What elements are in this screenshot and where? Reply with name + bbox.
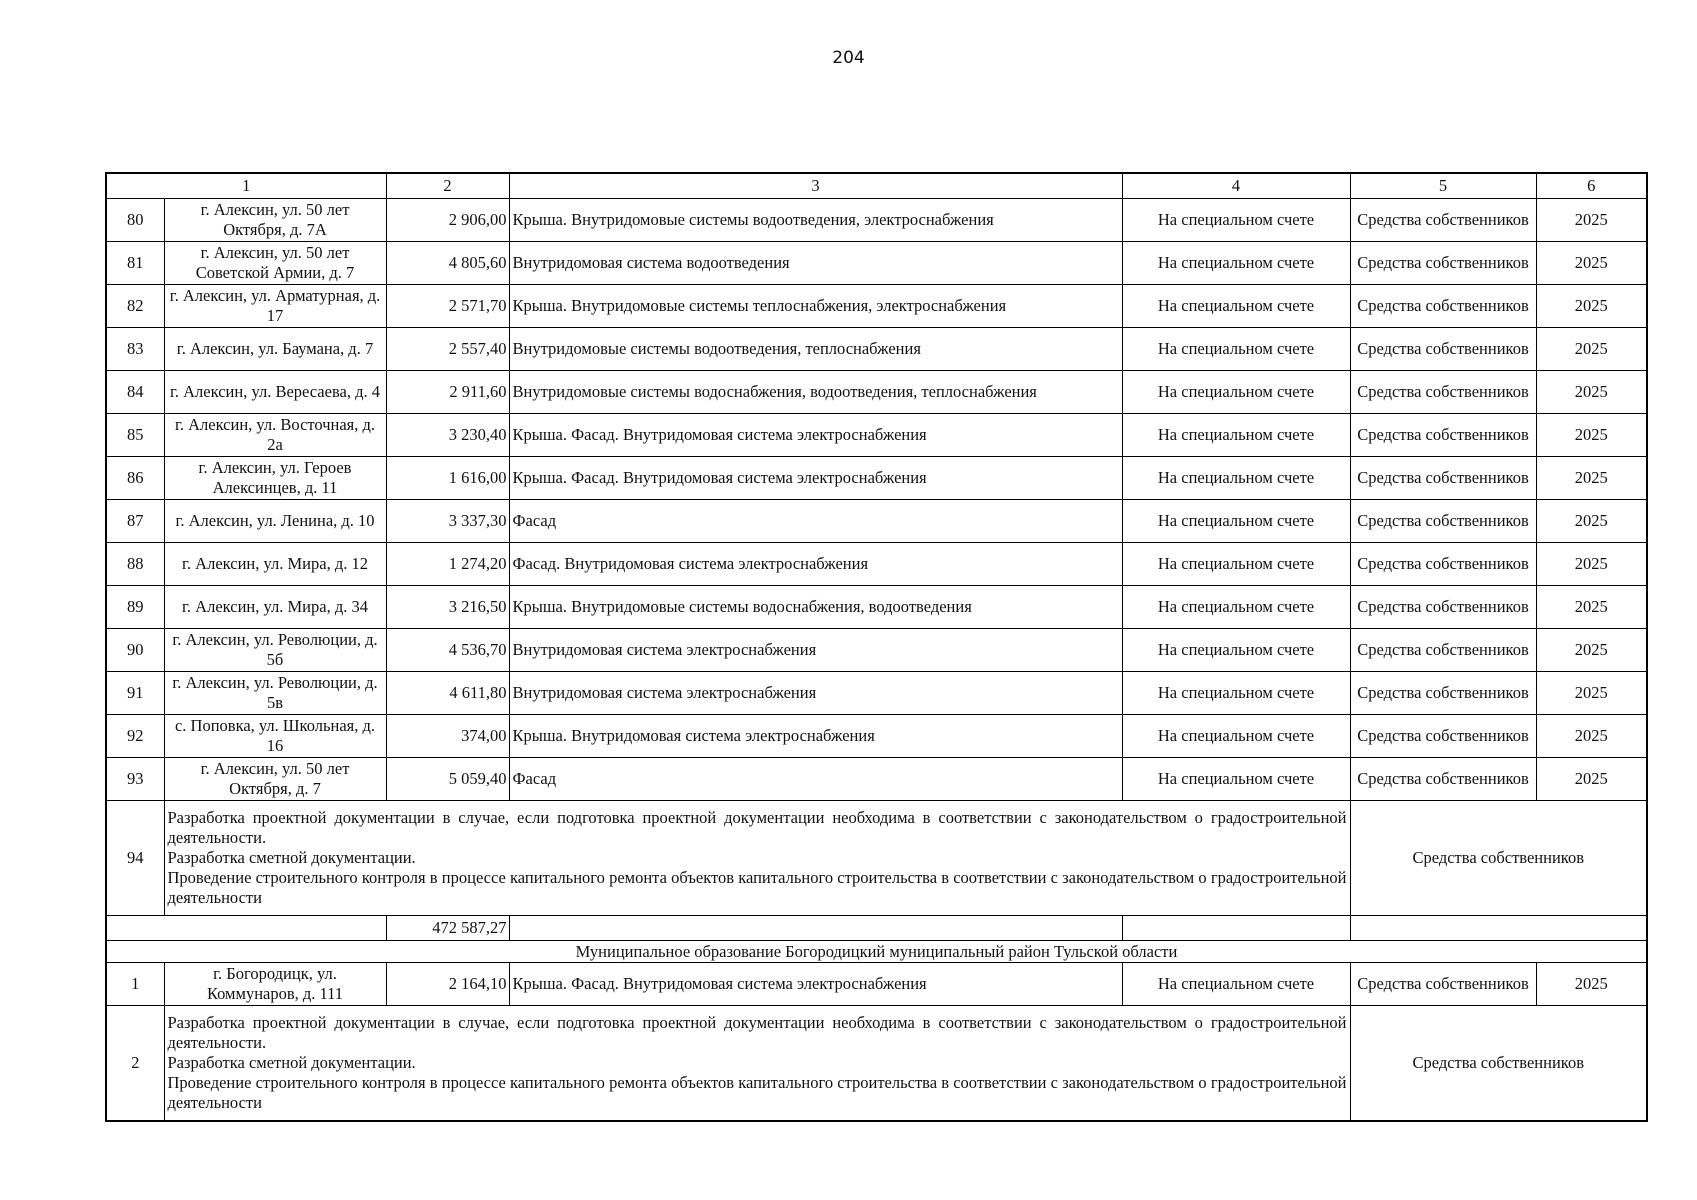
column-number: 5 <box>1350 173 1536 199</box>
total-spacer <box>106 916 386 941</box>
row-address: г. Алексин, ул. 50 лет Октября, д. 7А <box>164 199 386 242</box>
row-address: г. Алексин, ул. 50 лет Октября, д. 7 <box>164 758 386 801</box>
row-cost: 1 274,20 <box>386 543 509 586</box>
row-method: На специальном счете <box>1122 543 1350 586</box>
table-row <box>106 285 1647 328</box>
table-row <box>106 242 1647 285</box>
row-source: Средства собственников <box>1350 801 1647 916</box>
documentation-line: Разработка сметной документации. <box>167 1053 416 1072</box>
row-works: Крыша. Внутридомовые системы водоотведения, электроснабжения <box>509 199 1122 242</box>
row-method: На специальном счете <box>1122 758 1350 801</box>
row-cost: 5 059,40 <box>386 758 509 801</box>
row-number: 92 <box>106 715 164 758</box>
table-row <box>106 672 1647 715</box>
documentation-line: Разработка проектной документации в случае, если подготовка проектной документации необходима в соответствии с законодательством о градостроительной деятельности. <box>167 808 1347 847</box>
column-number: 3 <box>509 173 1122 199</box>
row-method: На специальном счете <box>1122 414 1350 457</box>
row-works: Крыша. Внутридомовые системы водоснабжения, водоотведения <box>509 586 1122 629</box>
row-works: Внутридомовая система электроснабжения <box>509 629 1122 672</box>
row-method: На специальном счете <box>1122 371 1350 414</box>
row-method: На специальном счете <box>1122 629 1350 672</box>
column-number: 6 <box>1536 173 1647 199</box>
row-address: г. Алексин, ул. 50 лет Советской Армии, д. 7 <box>164 242 386 285</box>
row-number: 94 <box>106 801 164 916</box>
row-method: На специальном счете <box>1122 500 1350 543</box>
row-year: 2025 <box>1536 371 1647 414</box>
row-number: 86 <box>106 457 164 500</box>
row-year: 2025 <box>1536 758 1647 801</box>
row-works: Внутридомовая система электроснабжения <box>509 672 1122 715</box>
total-cost: 472 587,27 <box>386 916 509 941</box>
table-row <box>106 328 1647 371</box>
row-method: На специальном счете <box>1122 586 1350 629</box>
row-year: 2025 <box>1536 199 1647 242</box>
row-method: На специальном счете <box>1122 199 1350 242</box>
row-number: 83 <box>106 328 164 371</box>
row-works: Фасад <box>509 758 1122 801</box>
row-cost: 1 616,00 <box>386 457 509 500</box>
row-source: Средства собственников <box>1350 672 1536 715</box>
row-number: 93 <box>106 758 164 801</box>
row-works: Крыша. Фасад. Внутридомовая система электроснабжения <box>509 457 1122 500</box>
row-works: Крыша. Внутридомовые системы теплоснабжения, электроснабжения <box>509 285 1122 328</box>
row-year: 2025 <box>1536 414 1647 457</box>
row-address: г. Алексин, ул. Революции, д. 5в <box>164 672 386 715</box>
row-year: 2025 <box>1536 672 1647 715</box>
row-works: Фасад <box>509 500 1122 543</box>
table-row <box>106 586 1647 629</box>
row-source: Средства собственников <box>1350 199 1536 242</box>
documentation-row <box>106 1006 1647 1122</box>
row-cost: 2 911,60 <box>386 371 509 414</box>
documentation-line: Проведение строительного контроля в процессе капитального ремонта объектов капитального строительства в соответствии с законодательством о градостроительной деятельности <box>167 868 1347 907</box>
row-source: Средства собственников <box>1350 414 1536 457</box>
row-address: г. Алексин, ул. Революции, д. 5б <box>164 629 386 672</box>
documentation-line: Проведение строительного контроля в процессе капитального ремонта объектов капитального строительства в соответствии с законодательством о градостроительной деятельности <box>167 1073 1347 1112</box>
table-row <box>106 414 1647 457</box>
column-number: 1 <box>106 173 386 199</box>
table-row <box>106 371 1647 414</box>
documentation-text <box>164 801 1350 916</box>
row-works: Внутридомовая система водоотведения <box>509 242 1122 285</box>
row-address: г. Алексин, ул. Ленина, д. 10 <box>164 500 386 543</box>
documentation-row <box>106 801 1647 916</box>
row-method: На специальном счете <box>1122 715 1350 758</box>
table-row <box>106 758 1647 801</box>
section-header-row <box>106 941 1647 963</box>
total-spacer <box>1122 916 1350 941</box>
row-number: 85 <box>106 414 164 457</box>
documentation-line: Разработка проектной документации в случае, если подготовка проектной документации необходима в соответствии с законодательством о градостроительной деятельности. <box>167 1013 1347 1052</box>
row-method: На специальном счете <box>1122 963 1350 1006</box>
table-row <box>106 543 1647 586</box>
table-row <box>106 199 1647 242</box>
row-cost: 3 337,30 <box>386 500 509 543</box>
row-number: 1 <box>106 963 164 1006</box>
documentation-line: Разработка сметной документации. <box>167 848 416 867</box>
row-source: Средства собственников <box>1350 963 1536 1006</box>
row-number: 81 <box>106 242 164 285</box>
row-number: 84 <box>106 371 164 414</box>
row-year: 2025 <box>1536 629 1647 672</box>
row-year: 2025 <box>1536 328 1647 371</box>
row-cost: 2 906,00 <box>386 199 509 242</box>
row-address: г. Алексин, ул. Вересаева, д. 4 <box>164 371 386 414</box>
page-number: 204 <box>832 48 865 68</box>
table-row <box>106 629 1647 672</box>
total-spacer <box>1350 916 1647 941</box>
row-method: На специальном счете <box>1122 328 1350 371</box>
row-works: Внутридомовые системы водоотведения, теплоснабжения <box>509 328 1122 371</box>
row-year: 2025 <box>1536 715 1647 758</box>
documentation-text <box>164 1006 1350 1122</box>
row-source: Средства собственников <box>1350 715 1536 758</box>
column-number-row <box>106 173 1647 199</box>
table-row <box>106 457 1647 500</box>
row-number: 82 <box>106 285 164 328</box>
row-address: г. Алексин, ул. Восточная, д. 2а <box>164 414 386 457</box>
capital-repair-table <box>105 172 1648 1122</box>
row-number: 90 <box>106 629 164 672</box>
row-method: На специальном счете <box>1122 242 1350 285</box>
row-year: 2025 <box>1536 285 1647 328</box>
total-spacer <box>509 916 1122 941</box>
row-number: 89 <box>106 586 164 629</box>
row-address: г. Алексин, ул. Мира, д. 12 <box>164 543 386 586</box>
row-source: Средства собственников <box>1350 500 1536 543</box>
row-year: 2025 <box>1536 543 1647 586</box>
row-number: 80 <box>106 199 164 242</box>
table-row <box>106 715 1647 758</box>
row-works: Фасад. Внутридомовая система электроснабжения <box>509 543 1122 586</box>
row-cost: 4 805,60 <box>386 242 509 285</box>
row-source: Средства собственников <box>1350 285 1536 328</box>
row-source: Средства собственников <box>1350 629 1536 672</box>
row-year: 2025 <box>1536 500 1647 543</box>
row-number: 87 <box>106 500 164 543</box>
row-works: Внутридомовые системы водоснабжения, водоотведения, теплоснабжения <box>509 371 1122 414</box>
row-address: г. Богородицк, ул. Коммунаров, д. 111 <box>164 963 386 1006</box>
row-year: 2025 <box>1536 457 1647 500</box>
row-source: Средства собственников <box>1350 328 1536 371</box>
row-address: г. Алексин, ул. Арматурная, д. 17 <box>164 285 386 328</box>
row-works: Крыша. Фасад. Внутридомовая система электроснабжения <box>509 414 1122 457</box>
row-source: Средства собственников <box>1350 242 1536 285</box>
table-row <box>106 500 1647 543</box>
row-address: с. Поповка, ул. Школьная, д. 16 <box>164 715 386 758</box>
row-source: Средства собственников <box>1350 543 1536 586</box>
row-year: 2025 <box>1536 242 1647 285</box>
row-address: г. Алексин, ул. Мира, д. 34 <box>164 586 386 629</box>
row-cost: 3 230,40 <box>386 414 509 457</box>
row-cost: 3 216,50 <box>386 586 509 629</box>
row-source: Средства собственников <box>1350 586 1536 629</box>
row-source: Средства собственников <box>1350 457 1536 500</box>
row-cost: 4 536,70 <box>386 629 509 672</box>
row-address: г. Алексин, ул. Героев Алексинцев, д. 11 <box>164 457 386 500</box>
row-cost: 2 571,70 <box>386 285 509 328</box>
row-cost: 2 164,10 <box>386 963 509 1006</box>
row-year: 2025 <box>1536 586 1647 629</box>
row-works: Крыша. Внутридомовая система электроснабжения <box>509 715 1122 758</box>
column-number: 4 <box>1122 173 1350 199</box>
section-title: Муниципальное образование Богородицкий муниципальный район Тульской области <box>106 941 1647 963</box>
row-number: 88 <box>106 543 164 586</box>
total-row <box>106 916 1647 941</box>
row-address: г. Алексин, ул. Баумана, д. 7 <box>164 328 386 371</box>
table-row <box>106 963 1647 1006</box>
row-cost: 374,00 <box>386 715 509 758</box>
row-cost: 2 557,40 <box>386 328 509 371</box>
row-number: 2 <box>106 1006 164 1122</box>
row-number: 91 <box>106 672 164 715</box>
column-number: 2 <box>386 173 509 199</box>
row-cost: 4 611,80 <box>386 672 509 715</box>
row-source: Средства собственников <box>1350 371 1536 414</box>
row-works: Крыша. Фасад. Внутридомовая система электроснабжения <box>509 963 1122 1006</box>
row-method: На специальном счете <box>1122 672 1350 715</box>
row-source: Средства собственников <box>1350 758 1536 801</box>
row-year: 2025 <box>1536 963 1647 1006</box>
row-method: На специальном счете <box>1122 457 1350 500</box>
row-source: Средства собственников <box>1350 1006 1647 1122</box>
row-method: На специальном счете <box>1122 285 1350 328</box>
